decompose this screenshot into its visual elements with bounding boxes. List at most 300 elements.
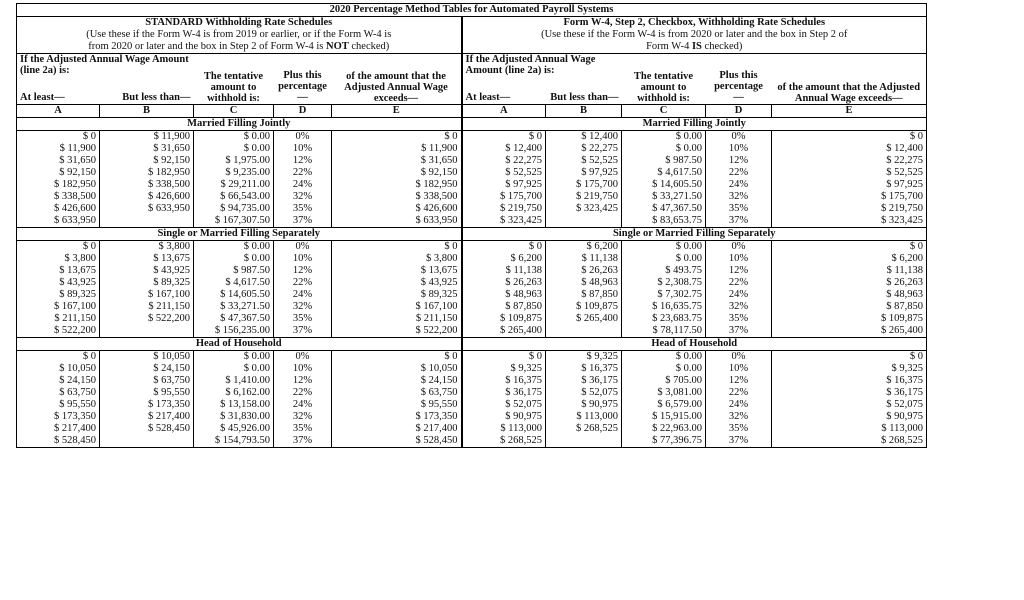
right-exceeds-cell: $ 36,175: [772, 387, 927, 399]
table-row: [17, 167, 927, 179]
right-at-least-cell: $ 36,175: [462, 387, 546, 399]
table-row: [17, 399, 927, 411]
right-exceeds-cell: $ 97,925: [772, 179, 927, 191]
left-tentative-cell: $ 47,367.50: [194, 313, 274, 325]
right-percent-cell: 24%: [706, 399, 772, 411]
right-percent-cell: 35%: [706, 203, 772, 215]
right-exceeds-cell: $ 48,963: [772, 289, 927, 301]
left-less-than-cell: $ 338,500: [100, 179, 194, 191]
right-less-than-cell: $ 48,963: [546, 277, 622, 289]
right-less-than-cell: $ 87,850: [546, 289, 622, 301]
right-tentative-cell: $ 77,396.75: [622, 435, 706, 448]
left-less-than-cell: $ 426,600: [100, 191, 194, 203]
left-at-least-cell: $ 10,050: [17, 363, 100, 375]
left-letter-a: A: [17, 104, 100, 117]
right-panel-heading: Form W-4, Step 2, Checkbox, Withholding Rate Schedules: [462, 17, 927, 30]
right-percent-cell: 32%: [706, 301, 772, 313]
right-tentative-cell: $ 0.00: [622, 363, 706, 375]
left-dash: —: [297, 91, 308, 103]
left-tentative-cell: $ 66,543.00: [194, 191, 274, 203]
left-at-least-header: At least—: [17, 92, 100, 105]
left-tentative-header: The tentative amount to withhold is:: [194, 54, 274, 105]
right-tentative-cell: $ 0.00: [622, 143, 706, 155]
right-less-than-cell: $ 97,925: [546, 167, 622, 179]
left-at-least-cell: $ 167,100: [17, 301, 100, 313]
left-letter-e: E: [332, 104, 462, 117]
right-tentative-cell: $ 15,915.00: [622, 411, 706, 423]
right-tentative-cell: $ 6,579.00: [622, 399, 706, 411]
right-panel-note-2: Form W-4 IS checked): [462, 41, 927, 54]
right-tentative-header: The tentative amount to withhold is:: [622, 54, 706, 105]
left-at-least-cell: $ 426,600: [17, 203, 100, 215]
left-at-least-cell: $ 24,150: [17, 375, 100, 387]
left-at-least-cell: $ 528,450: [17, 435, 100, 448]
left-at-least-cell: $ 31,650: [17, 155, 100, 167]
right-less-than-cell: $ 268,525: [546, 423, 622, 435]
right-at-least-cell: $ 16,375: [462, 375, 546, 387]
left-tentative-cell: $ 1,975.00: [194, 155, 274, 167]
right-at-least-cell: $ 52,075: [462, 399, 546, 411]
right-letter-c: C: [622, 104, 706, 117]
left-exceeds-cell: $ 211,150: [332, 313, 462, 325]
right-less-than-cell: $ 11,138: [546, 253, 622, 265]
percentage-method-document: [16, 3, 926, 448]
right-at-least-cell: $ 90,975: [462, 411, 546, 423]
right-tentative-cell: $ 47,367.50: [622, 203, 706, 215]
right-less-than-cell: $ 52,525: [546, 155, 622, 167]
right-less-than-cell: $ 113,000: [546, 411, 622, 423]
right-less-than-cell: $ 36,175: [546, 375, 622, 387]
left-section-title: Head of Household: [17, 337, 462, 350]
left-percent-cell: 0%: [274, 240, 332, 253]
right-tentative-cell: $ 83,653.75: [622, 215, 706, 228]
left-less-than-cell: $ 95,550: [100, 387, 194, 399]
left-tentative-cell: $ 987.50: [194, 265, 274, 277]
withholding-table: [16, 3, 927, 448]
left-tentative-cell: $ 94,735.00: [194, 203, 274, 215]
left-percent-cell: 22%: [274, 387, 332, 399]
right-at-least-cell: $ 265,400: [462, 325, 546, 338]
left-panel-note-2: from 2020 or later and the box in Step 2 of Form W-4 is NOT checked): [17, 41, 462, 54]
left-percent-cell: 32%: [274, 301, 332, 313]
right-percent-header: Plus this percentage: [706, 54, 772, 92]
left-less-than-cell: [100, 325, 194, 338]
left-at-least-cell: $ 0: [17, 350, 100, 363]
right-less-than-cell: $ 12,400: [546, 130, 622, 143]
table-row: [17, 435, 927, 448]
left-at-least-cell: $ 211,150: [17, 313, 100, 325]
right-section-title: Single or Married Filling Separately: [462, 227, 927, 240]
table-body: [17, 117, 927, 447]
left-at-least-cell: $ 13,675: [17, 265, 100, 277]
left-less-than-cell: $ 167,100: [100, 289, 194, 301]
right-exceeds-cell: $ 268,525: [772, 435, 927, 448]
right-less-than-cell: $ 6,200: [546, 240, 622, 253]
left-percent-cell: 24%: [274, 179, 332, 191]
right-tentative-cell: $ 78,117.50: [622, 325, 706, 338]
right-percent-cell: 37%: [706, 215, 772, 228]
right-percent-cell: 24%: [706, 179, 772, 191]
right-tentative-cell: $ 7,302.75: [622, 289, 706, 301]
left-exceeds-cell: $ 173,350: [332, 411, 462, 423]
right-percent-cell: 37%: [706, 325, 772, 338]
table-row: [17, 265, 927, 277]
table-row: [17, 253, 927, 265]
right-less-than-cell: $ 9,325: [546, 350, 622, 363]
left-exceeds-cell: $ 3,800: [332, 253, 462, 265]
left-less-than-cell: $ 13,675: [100, 253, 194, 265]
left-exceeds-cell: $ 63,750: [332, 387, 462, 399]
right-at-least-cell: $ 6,200: [462, 253, 546, 265]
right-tentative-cell: $ 33,271.50: [622, 191, 706, 203]
section-header-row: [17, 227, 927, 240]
left-percent-cell: 37%: [274, 215, 332, 228]
left-less-than-cell: $ 43,925: [100, 265, 194, 277]
right-at-least-cell: $ 268,525: [462, 435, 546, 448]
left-at-least-cell: $ 338,500: [17, 191, 100, 203]
right-percent-cell: 12%: [706, 265, 772, 277]
left-percent-cell: 0%: [274, 350, 332, 363]
right-exceeds-cell: $ 52,525: [772, 167, 927, 179]
right-percent-cell: 0%: [706, 350, 772, 363]
left-percent-cell: 32%: [274, 191, 332, 203]
right-percent-cell: 24%: [706, 289, 772, 301]
left-tentative-cell: $ 0.00: [194, 240, 274, 253]
right-percent-cell: 10%: [706, 253, 772, 265]
left-percent-cell: 10%: [274, 363, 332, 375]
left-tentative-cell: $ 156,235.00: [194, 325, 274, 338]
left-exceeds-cell: $ 182,950: [332, 179, 462, 191]
right-exceeds-cell: $ 323,425: [772, 215, 927, 228]
right-at-least-header: At least—: [462, 92, 546, 105]
right-exceeds-cell: $ 265,400: [772, 325, 927, 338]
left-percent-cell: 37%: [274, 435, 332, 448]
right-tentative-cell: $ 3,081.00: [622, 387, 706, 399]
left-less-than-cell: $ 217,400: [100, 411, 194, 423]
right-tentative-cell: $ 705.00: [622, 375, 706, 387]
left-exceeds-cell: $ 92,150: [332, 167, 462, 179]
right-percent-cell: 22%: [706, 167, 772, 179]
left-percent-cell: 10%: [274, 253, 332, 265]
left-at-least-cell: $ 89,325: [17, 289, 100, 301]
right-at-least-cell: $ 323,425: [462, 215, 546, 228]
left-tentative-cell: $ 4,617.50: [194, 277, 274, 289]
left-less-than-cell: $ 92,150: [100, 155, 194, 167]
left-tentative-cell: $ 9,235.00: [194, 167, 274, 179]
left-less-than-cell: [100, 435, 194, 448]
right-exceeds-header: of the amount that the Adjusted Annual Wage exceeds—: [772, 54, 927, 105]
table-row: [17, 375, 927, 387]
table-row: [17, 215, 927, 228]
left-exceeds-cell: $ 338,500: [332, 191, 462, 203]
left-at-least-cell: $ 217,400: [17, 423, 100, 435]
right-at-least-cell: $ 0: [462, 350, 546, 363]
left-exceeds-cell: $ 426,600: [332, 203, 462, 215]
left-tentative-cell: $ 0.00: [194, 130, 274, 143]
left-at-least-cell: $ 0: [17, 240, 100, 253]
left-exceeds-cell: $ 95,550: [332, 399, 462, 411]
left-exceeds-cell: $ 11,900: [332, 143, 462, 155]
right-at-least-cell: $ 52,525: [462, 167, 546, 179]
left-exceeds-cell: $ 633,950: [332, 215, 462, 228]
right-letter-a: A: [462, 104, 546, 117]
left-exceeds-cell: $ 31,650: [332, 155, 462, 167]
left-tentative-cell: $ 13,158.00: [194, 399, 274, 411]
left-percent-cell: 35%: [274, 423, 332, 435]
left-tentative-cell: $ 14,605.50: [194, 289, 274, 301]
right-percent-cell: 12%: [706, 375, 772, 387]
left-less-than-cell: $ 89,325: [100, 277, 194, 289]
left-percent-cell: 24%: [274, 399, 332, 411]
left-exceeds-cell: $ 43,925: [332, 277, 462, 289]
document-title: 2020 Percentage Method Tables for Automated Payroll Systems: [17, 4, 927, 17]
left-tentative-cell: $ 1,410.00: [194, 375, 274, 387]
table-row: [17, 313, 927, 325]
right-percent-cell: 10%: [706, 363, 772, 375]
right-exceeds-cell: $ 0: [772, 350, 927, 363]
left-exceeds-cell: $ 89,325: [332, 289, 462, 301]
left-exceeds-cell: $ 10,050: [332, 363, 462, 375]
left-less-than-cell: $ 3,800: [100, 240, 194, 253]
left-exceeds-cell: $ 167,100: [332, 301, 462, 313]
left-less-than-cell: $ 31,650: [100, 143, 194, 155]
right-less-than-cell: [546, 325, 622, 338]
right-at-least-cell: $ 22,275: [462, 155, 546, 167]
left-tentative-cell: $ 31,830.00: [194, 411, 274, 423]
right-percent-cell: 12%: [706, 155, 772, 167]
right-at-least-cell: $ 0: [462, 240, 546, 253]
right-tentative-cell: $ 0.00: [622, 350, 706, 363]
table-row: [17, 179, 927, 191]
right-tentative-cell: $ 2,308.75: [622, 277, 706, 289]
left-percent-cell: 0%: [274, 130, 332, 143]
left-percent-cell: 35%: [274, 313, 332, 325]
left-tentative-cell: $ 0.00: [194, 253, 274, 265]
left-exceeds-cell: $ 0: [332, 240, 462, 253]
left-tentative-cell: $ 0.00: [194, 363, 274, 375]
left-at-least-cell: $ 182,950: [17, 179, 100, 191]
right-less-than-cell: $ 109,875: [546, 301, 622, 313]
table-row: [17, 423, 927, 435]
left-percent-cell: 22%: [274, 277, 332, 289]
right-tentative-cell: $ 22,963.00: [622, 423, 706, 435]
right-less-than-cell: $ 265,400: [546, 313, 622, 325]
left-less-than-cell: $ 182,950: [100, 167, 194, 179]
left-exceeds-cell: $ 217,400: [332, 423, 462, 435]
left-percent-cell: 10%: [274, 143, 332, 155]
table-row: [17, 411, 927, 423]
right-exceeds-cell: $ 175,700: [772, 191, 927, 203]
right-less-than-cell: $ 219,750: [546, 191, 622, 203]
table-row: [17, 387, 927, 399]
right-less-than-cell: $ 52,075: [546, 387, 622, 399]
right-exceeds-cell: $ 87,850: [772, 301, 927, 313]
left-at-least-cell: $ 43,925: [17, 277, 100, 289]
right-less-than-cell: $ 175,700: [546, 179, 622, 191]
right-tentative-cell: $ 14,605.50: [622, 179, 706, 191]
right-exceeds-cell: $ 11,138: [772, 265, 927, 277]
table-row: [17, 240, 927, 253]
right-tentative-cell: $ 4,617.50: [622, 167, 706, 179]
right-exceeds-cell: $ 9,325: [772, 363, 927, 375]
right-at-least-cell: $ 175,700: [462, 191, 546, 203]
left-letter-c: C: [194, 104, 274, 117]
left-at-least-cell: $ 63,750: [17, 387, 100, 399]
right-tentative-cell: $ 23,683.75: [622, 313, 706, 325]
right-at-least-cell: $ 87,850: [462, 301, 546, 313]
right-less-than-cell: [546, 435, 622, 448]
right-exceeds-cell: $ 90,975: [772, 411, 927, 423]
left-less-than-cell: $ 173,350: [100, 399, 194, 411]
right-at-least-cell: $ 11,138: [462, 265, 546, 277]
right-less-than-cell: $ 26,263: [546, 265, 622, 277]
right-letter-b: B: [546, 104, 622, 117]
table-row: [17, 155, 927, 167]
left-less-than-header: But less than—: [122, 91, 191, 103]
right-wage-header: If the Adjusted Annual Wage Amount (line 2a) is:: [462, 54, 622, 92]
left-at-least-cell: $ 633,950: [17, 215, 100, 228]
right-at-least-cell: $ 219,750: [462, 203, 546, 215]
left-at-least-cell: $ 522,200: [17, 325, 100, 338]
left-exceeds-cell: $ 13,675: [332, 265, 462, 277]
left-less-than-cell: $ 633,950: [100, 203, 194, 215]
right-percent-cell: 0%: [706, 130, 772, 143]
left-less-than-cell: [100, 215, 194, 228]
left-exceeds-cell: $ 522,200: [332, 325, 462, 338]
left-wage-header: If the Adjusted Annual Wage Amount (line 2a) is:: [17, 54, 194, 92]
right-percent-cell: 37%: [706, 435, 772, 448]
left-at-least-cell: $ 173,350: [17, 411, 100, 423]
right-less-than-cell: $ 16,375: [546, 363, 622, 375]
table-row: [17, 325, 927, 338]
table-row: [17, 130, 927, 143]
table-row: [17, 143, 927, 155]
left-at-least-cell: $ 95,550: [17, 399, 100, 411]
right-percent-cell: 10%: [706, 143, 772, 155]
left-exceeds-cell: $ 0: [332, 350, 462, 363]
right-tentative-cell: $ 16,635.75: [622, 301, 706, 313]
left-percent-cell: 22%: [274, 167, 332, 179]
left-tentative-cell: $ 29,211.00: [194, 179, 274, 191]
left-less-than-cell: $ 10,050: [100, 350, 194, 363]
right-percent-cell: 35%: [706, 423, 772, 435]
right-at-least-cell: $ 12,400: [462, 143, 546, 155]
right-at-least-cell: $ 9,325: [462, 363, 546, 375]
left-tentative-cell: $ 0.00: [194, 350, 274, 363]
table-row: [17, 191, 927, 203]
left-letter-d: D: [274, 104, 332, 117]
right-at-least-cell: $ 0: [462, 130, 546, 143]
right-percent-cell: 22%: [706, 277, 772, 289]
left-less-than-cell: $ 24,150: [100, 363, 194, 375]
left-percent-header: Plus this percentage: [274, 54, 332, 92]
right-percent-cell: 35%: [706, 313, 772, 325]
left-tentative-cell: $ 33,271.50: [194, 301, 274, 313]
right-exceeds-cell: $ 52,075: [772, 399, 927, 411]
left-percent-cell: 12%: [274, 265, 332, 277]
left-at-least-cell: $ 92,150: [17, 167, 100, 179]
right-exceeds-cell: $ 0: [772, 240, 927, 253]
table-row: [17, 203, 927, 215]
right-tentative-cell: $ 493.75: [622, 265, 706, 277]
right-less-than-cell: [546, 215, 622, 228]
left-percent-cell: 35%: [274, 203, 332, 215]
left-less-than-cell: $ 528,450: [100, 423, 194, 435]
right-percent-cell: 22%: [706, 387, 772, 399]
right-exceeds-cell: $ 16,375: [772, 375, 927, 387]
right-exceeds-cell: $ 6,200: [772, 253, 927, 265]
right-exceeds-cell: $ 0: [772, 130, 927, 143]
left-tentative-cell: $ 45,926.00: [194, 423, 274, 435]
table-row: [17, 363, 927, 375]
left-section-title: Single or Married Filling Separately: [17, 227, 462, 240]
section-header-row: [17, 117, 927, 130]
right-tentative-cell: $ 987.50: [622, 155, 706, 167]
left-percent-cell: 12%: [274, 375, 332, 387]
table-row: [17, 289, 927, 301]
left-less-than-cell: $ 63,750: [100, 375, 194, 387]
right-percent-cell: 32%: [706, 191, 772, 203]
right-less-than-cell: $ 90,975: [546, 399, 622, 411]
left-panel-heading: STANDARD Withholding Rate Schedules: [17, 17, 462, 30]
left-tentative-cell: $ 167,307.50: [194, 215, 274, 228]
table-row: [17, 350, 927, 363]
left-at-least-cell: $ 3,800: [17, 253, 100, 265]
left-percent-cell: 37%: [274, 325, 332, 338]
left-percent-cell: 12%: [274, 155, 332, 167]
right-exceeds-cell: $ 22,275: [772, 155, 927, 167]
right-exceeds-cell: $ 26,263: [772, 277, 927, 289]
left-panel-note-1: (Use these if the Form W-4 is from 2019 or earlier, or if the Form W-4 is: [17, 29, 462, 41]
left-section-title: Married Filling Jointly: [17, 117, 462, 130]
right-section-title: Head of Household: [462, 337, 927, 350]
right-at-least-cell: $ 97,925: [462, 179, 546, 191]
right-at-least-cell: $ 48,963: [462, 289, 546, 301]
left-tentative-cell: $ 0.00: [194, 143, 274, 155]
right-at-least-cell: $ 113,000: [462, 423, 546, 435]
left-exceeds-cell: $ 528,450: [332, 435, 462, 448]
right-percent-cell: 0%: [706, 240, 772, 253]
right-section-title: Married Filling Jointly: [462, 117, 927, 130]
left-at-least-cell: $ 11,900: [17, 143, 100, 155]
right-exceeds-cell: $ 219,750: [772, 203, 927, 215]
left-less-than-cell: $ 211,150: [100, 301, 194, 313]
left-exceeds-cell: $ 0: [332, 130, 462, 143]
left-percent-cell: 32%: [274, 411, 332, 423]
right-at-least-cell: $ 109,875: [462, 313, 546, 325]
right-tentative-cell: $ 0.00: [622, 240, 706, 253]
right-dash: —: [733, 91, 744, 103]
right-exceeds-cell: $ 113,000: [772, 423, 927, 435]
right-tentative-cell: $ 0.00: [622, 253, 706, 265]
left-at-least-cell: $ 0: [17, 130, 100, 143]
left-tentative-cell: $ 6,162.00: [194, 387, 274, 399]
right-panel-note-1: (Use these if the Form W-4 is from 2020 or later and the box in Step 2 of: [462, 29, 927, 41]
right-less-than-header: But less than—: [550, 91, 619, 103]
right-tentative-cell: $ 0.00: [622, 130, 706, 143]
left-less-than-cell: $ 11,900: [100, 130, 194, 143]
table-row: [17, 277, 927, 289]
right-less-than-cell: $ 323,425: [546, 203, 622, 215]
left-letter-b: B: [100, 104, 194, 117]
right-less-than-cell: $ 22,275: [546, 143, 622, 155]
right-at-least-cell: $ 26,263: [462, 277, 546, 289]
right-percent-cell: 32%: [706, 411, 772, 423]
section-header-row: [17, 337, 927, 350]
right-exceeds-cell: $ 12,400: [772, 143, 927, 155]
table-row: [17, 301, 927, 313]
right-letter-d: D: [706, 104, 772, 117]
